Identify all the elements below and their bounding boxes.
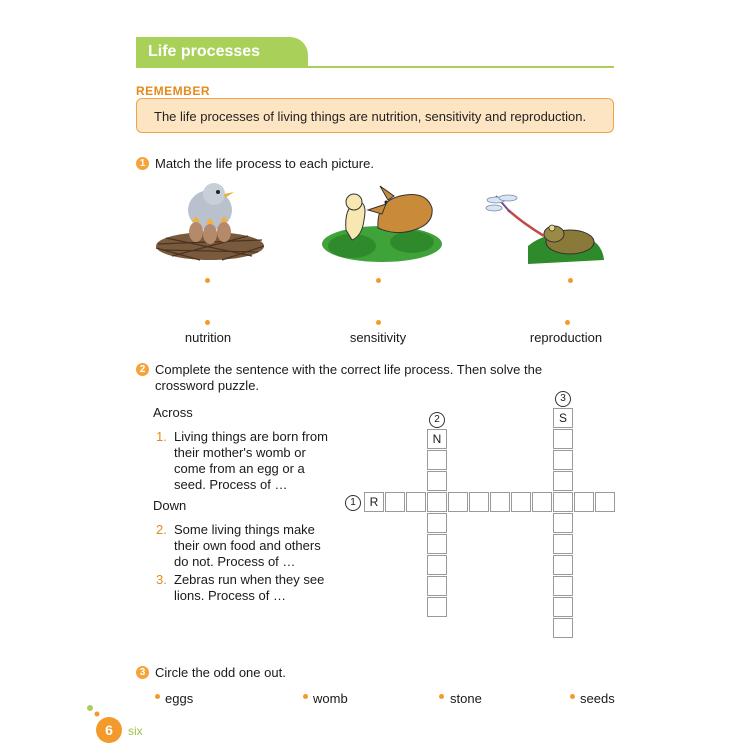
page-number: 6 <box>96 717 122 743</box>
clue-2-number: 2. <box>156 522 167 537</box>
option-stone[interactable]: stone <box>450 691 482 706</box>
question-3-text: Circle the odd one out. <box>155 665 286 680</box>
clue-1-text: Living things are born from their mother's womb or come from an egg or a seed. Process of … <box>174 429 328 492</box>
crossword-cell[interactable]: N <box>427 429 447 449</box>
across-heading: Across <box>153 405 193 420</box>
crossword-cell[interactable] <box>553 534 573 554</box>
label-nutrition: nutrition <box>184 330 232 345</box>
option-eggs[interactable]: eggs <box>165 691 194 706</box>
page-word: six <box>128 724 143 738</box>
crossword-cell[interactable] <box>511 492 531 512</box>
crossword-cell[interactable] <box>595 492 615 512</box>
clue-3-number: 3. <box>156 572 167 587</box>
label-reproduction: reproduction <box>529 330 603 345</box>
option-seeds[interactable]: seeds <box>580 691 615 706</box>
crossword-cell[interactable] <box>553 471 573 491</box>
section-title: Life processes <box>148 43 261 60</box>
question-1-text: Match the life process to each picture. <box>155 156 374 171</box>
question-2-text-line2: crossword puzzle. <box>155 378 260 393</box>
crossword-cell[interactable] <box>553 492 573 512</box>
bullet-icon <box>439 694 444 699</box>
crossword-cell[interactable]: R <box>364 492 384 512</box>
crossword-cell[interactable] <box>427 471 447 491</box>
crossword-cell[interactable] <box>553 513 573 533</box>
crossword-cell[interactable] <box>427 492 447 512</box>
down-heading: Down <box>153 498 187 513</box>
crossword-cell[interactable]: S <box>553 408 573 428</box>
bullet-icon <box>303 694 308 699</box>
crossword-cell[interactable] <box>406 492 426 512</box>
clue-2-text: Some living things make their own food and others do not. Process of … <box>174 522 321 569</box>
remember-label: REMEMBER <box>136 84 211 98</box>
crossword-cell[interactable] <box>490 492 510 512</box>
crossword-cell[interactable] <box>427 555 447 575</box>
crossword-cell[interactable] <box>385 492 405 512</box>
bullet-icon <box>155 694 160 699</box>
crossword-number-1: 1 <box>345 495 361 511</box>
remember-text: The life processes of living things are nutrition, sensitivity and reproduction. <box>154 109 587 124</box>
crossword-cell[interactable] <box>553 597 573 617</box>
crossword-cell[interactable] <box>553 429 573 449</box>
crossword-cell[interactable] <box>553 618 573 638</box>
crossword-number-2: 2 <box>429 412 445 428</box>
crossword-number-3: 3 <box>555 391 571 407</box>
clue-3-text: Zebras run when they see lions. Process of … <box>174 572 325 603</box>
crossword-cell[interactable] <box>574 492 594 512</box>
question-3-number: 3 <box>136 666 149 679</box>
clue-1-number: 1. <box>156 429 167 444</box>
label-sensitivity: sensitivity <box>349 330 407 345</box>
crossword-cell[interactable] <box>448 492 468 512</box>
question-2-number: 2 <box>136 363 149 376</box>
crossword-cell[interactable] <box>427 534 447 554</box>
crossword-cell[interactable] <box>553 450 573 470</box>
bullet-icon <box>570 694 575 699</box>
crossword-cell[interactable] <box>553 576 573 596</box>
crossword-cell[interactable] <box>427 576 447 596</box>
crossword-cell[interactable] <box>553 555 573 575</box>
crossword-cell[interactable] <box>469 492 489 512</box>
crossword-cell[interactable] <box>427 513 447 533</box>
question-2-text-line1: Complete the sentence with the correct life process. Then solve the <box>155 362 543 377</box>
crossword-cell[interactable] <box>532 492 552 512</box>
crossword-cell[interactable] <box>427 597 447 617</box>
question-1-number: 1 <box>136 157 149 170</box>
crossword-cell[interactable] <box>427 450 447 470</box>
option-womb[interactable]: womb <box>313 691 348 706</box>
